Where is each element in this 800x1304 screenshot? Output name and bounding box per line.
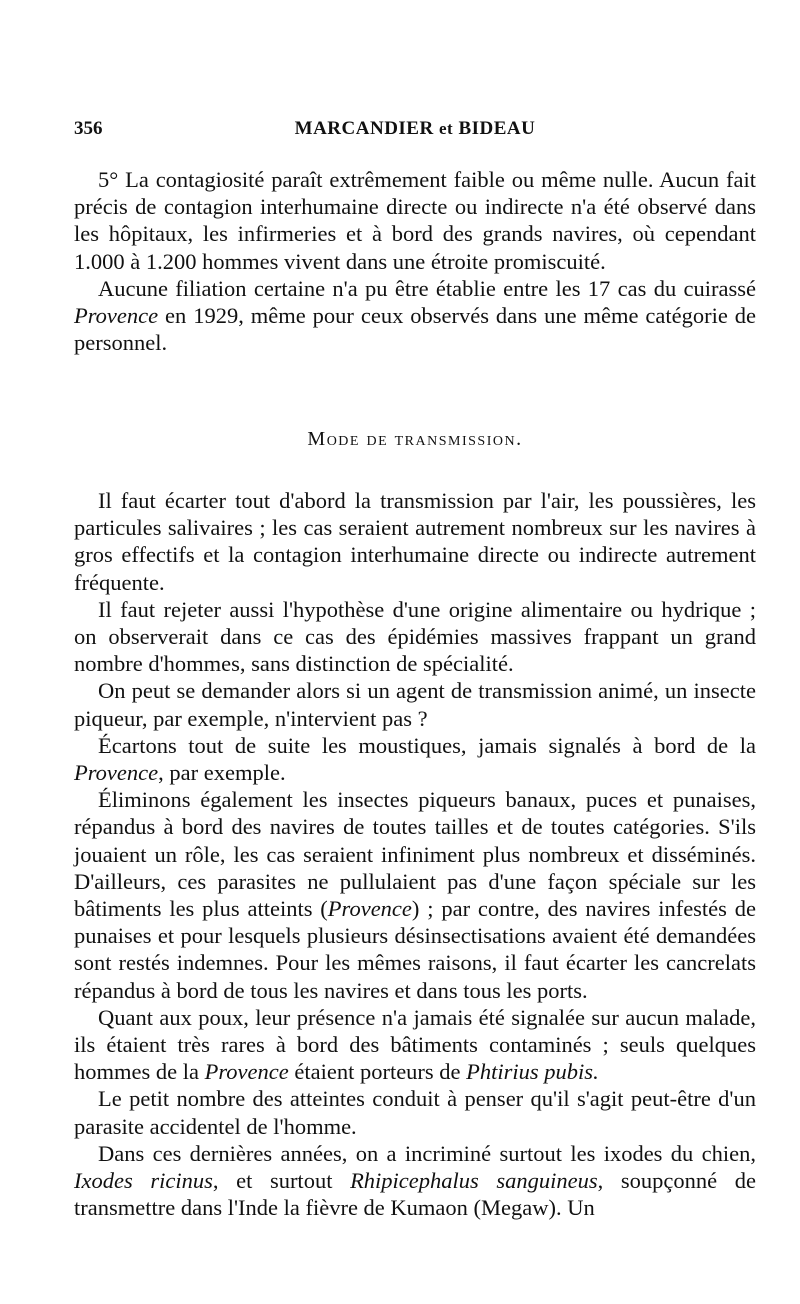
- running-title-author-2: BIDEAU: [458, 118, 536, 139]
- text-run: , par exemple.: [158, 760, 286, 786]
- paragraph: 5° La contagiosité paraît extrêmement faible ou même nulle. Aucun fait précis de contagion interhumaine directe ou indirecte n'a été observé dans les hôpitaux, les infirmeries et à bord des grands navires, où cependant 1.000 à 1.200 hommes vivent dans une étroite promiscuité.: [74, 167, 756, 274]
- species-name: Phtirius pubis.: [466, 1059, 599, 1085]
- paragraph: Il faut rejeter aussi l'hypothèse d'une origine alimentaire ou hydrique ; on observerait dans ce cas des épidémies massives frappant un grand nombre d'hommes, sans distinction de spécialité.: [74, 596, 756, 677]
- paragraph: [74, 1004, 756, 1086]
- paragraph: Il faut écarter tout d'abord la transmission par l'air, les poussières, les particules salivaires ; les cas seraient autrement nombreux sur les navires à gros effectifs et la contagion interhumaine directe ou indirecte autrement fréquente.: [74, 488, 756, 595]
- paragraph: [74, 786, 756, 1004]
- text-run: étaient porteurs de: [288, 1059, 467, 1085]
- ship-name: Provence: [74, 303, 159, 329]
- text-run: , soupçonné de transmettre dans l'Inde la fièvre de Kumaon (Megaw). Un: [74, 1168, 756, 1221]
- page-header: [74, 118, 756, 148]
- running-title-author-1: MARCANDIER: [294, 118, 434, 139]
- text-block-transmission: [74, 487, 756, 1221]
- text-run: Quant aux poux, leur présence n'a jamais été signalée sur aucun malade, ils étaient très rares à bord des bâtiments contaminés ; seuls quelques hommes de la: [74, 1004, 756, 1085]
- species-name: Ixodes ricinus: [74, 1168, 213, 1194]
- paragraph: Le petit nombre des atteintes conduit à penser qu'il s'agit peut-être d'un parasite accidentel de l'homme.: [74, 1086, 756, 1139]
- paragraph: [74, 275, 756, 357]
- running-title: [74, 118, 756, 140]
- running-title-conjunction: et: [438, 119, 454, 138]
- text-run: Dans ces dernières années, on a incriminé surtout les ixodes du chien,: [98, 1140, 756, 1166]
- text-run: ) ; par contre, des navires infestés de punaises et pour lesquels plusieurs désinsectisations avaient été demandées sont restés indemnes. Pour les mêmes raisons, il faut écarter les cancrelats répandus à bord de tous les navires et dans tous les ports.: [74, 896, 756, 1003]
- text-run: Écartons tout de suite les moustiques, jamais signalés à bord de la: [98, 732, 756, 758]
- text-run: Aucune filiation certaine n'a pu être établie entre les 17 cas du cuirassé: [98, 275, 756, 301]
- text-run: Éliminons également les insectes piqueurs banaux, puces et punaises, répandus à bord des navires de toutes tailles et de toutes catégories. S'ils jouaient un rôle, les cas seraient infiniment plus nombreux et disséminés. D'ailleurs, ces parasites ne pullulaient pas d'une façon spéciale sur les bâtiments les plus atteints (: [74, 787, 756, 922]
- ship-name: Provence: [204, 1059, 289, 1085]
- text-run: , et surtout: [212, 1168, 351, 1194]
- species-name: Rhipicephalus sanguineus: [350, 1168, 598, 1194]
- paragraph: [74, 732, 756, 786]
- page-number: 356: [74, 118, 103, 139]
- text-run: en 1929, même pour ceux observés dans une même catégorie de personnel.: [74, 303, 756, 356]
- ship-name: Provence: [74, 760, 159, 786]
- section-heading: Mode de transmission.: [307, 428, 523, 450]
- paragraph: [74, 1140, 756, 1222]
- paragraph: On peut se demander alors si un agent de transmission animé, un insecte piqueur, par exemple, n'intervient pas ?: [74, 678, 756, 731]
- text-block-contagion: [74, 166, 756, 356]
- ship-name: Provence: [327, 896, 412, 922]
